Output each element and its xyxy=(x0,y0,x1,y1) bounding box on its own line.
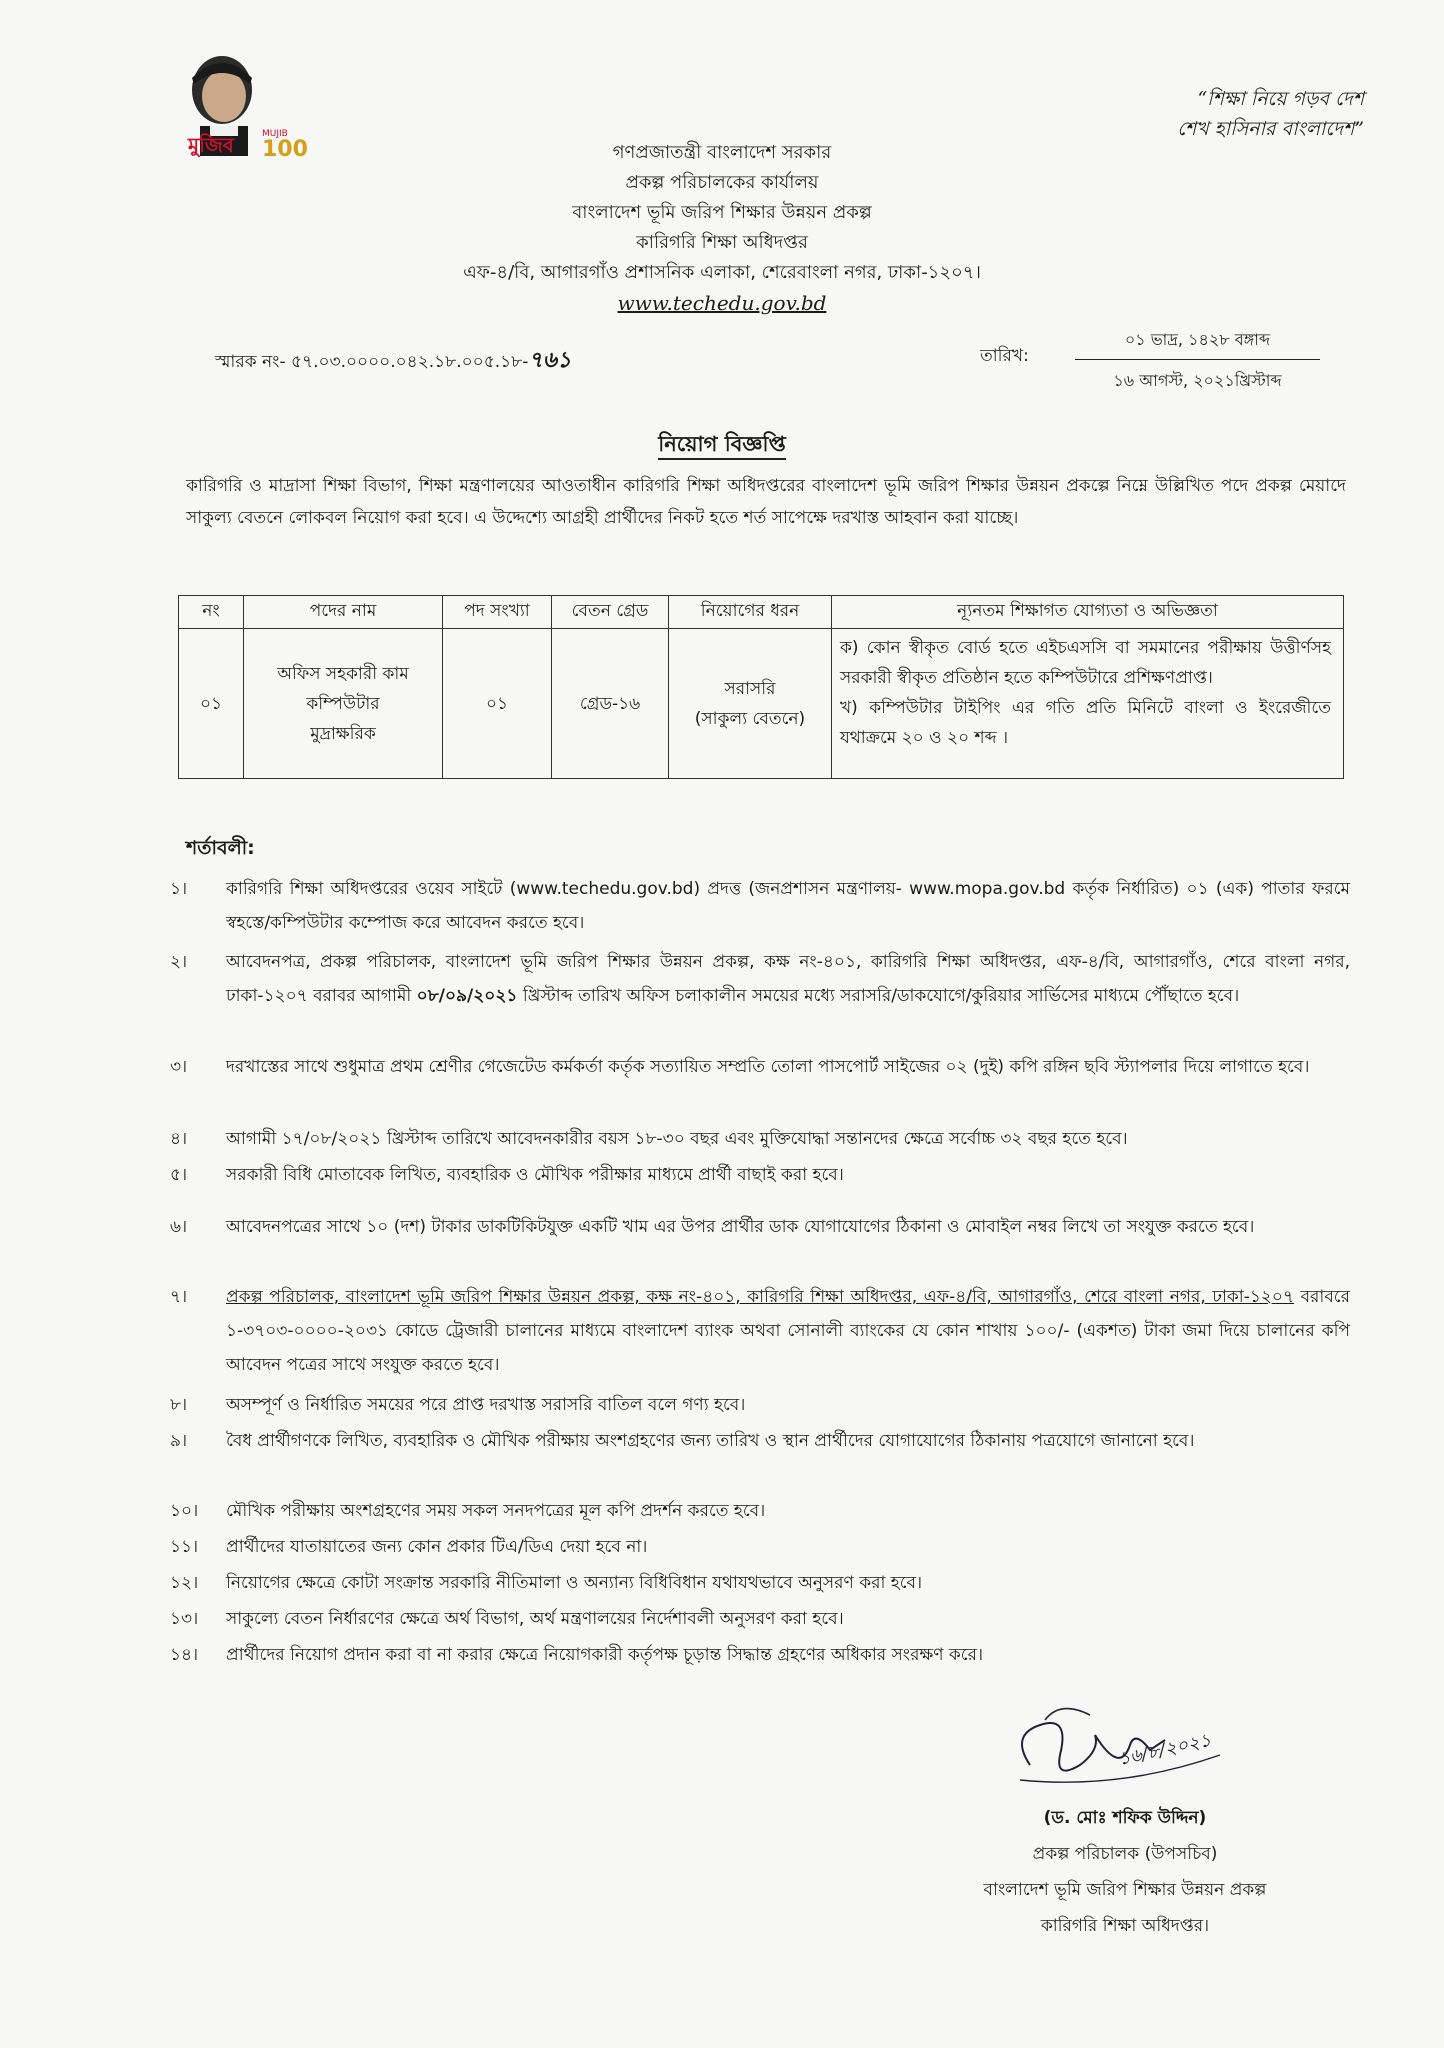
motto-line-2: শেখ হাসিনার বাংলাদেশ” xyxy=(1177,118,1364,140)
memo-number xyxy=(215,343,571,380)
condition-number: ৭। xyxy=(170,1287,188,1307)
condition-text: অসম্পূর্ণ ও নির্ধারিত সময়ের পরে প্রাপ্ত দরখাস্ত সরাসরি বাতিল বলে গণ্য হবে। xyxy=(226,1395,746,1415)
requirement-b: খ) কম্পিউটার টাইপিং এর গতি প্রতি মিনিটে বাংলা ও ইংরেজীতে যথাক্রমে ২০ ও ২০ শব্দ । xyxy=(840,698,1331,748)
notice-title xyxy=(0,428,1444,463)
svg-text:100: 100 xyxy=(262,137,308,162)
post-name-line-3: মুদ্রাক্ষরিক xyxy=(310,723,376,744)
col-requirements: ন্যূনতম শিক্ষাগত যোগ্যতা ও অভিজ্ঞতা xyxy=(832,596,1344,629)
col-post-count: পদ সংখ্যা xyxy=(443,596,552,629)
condition-text: আবেদনপত্রের সাথে ১০ (দশ) টাকার ডাকটিকিটযুক্ত একটি খাম এর উপর প্রার্থীর ডাক যোগাযোগের ঠিকানা ও মোবাইল নম্বর লিখে তা সংযুক্ত করতে হবে। xyxy=(226,1217,1255,1237)
condition-text: প্রার্থীদের যাতায়াতের জন্য কোন প্রকার টিএ/ডিএ দেয়া হবে না। xyxy=(226,1537,648,1557)
condition-item xyxy=(170,1494,1350,1528)
date-bangla: ০১ ভাদ্র, ১৪২৮ বঙ্গাব্দ xyxy=(1075,327,1320,360)
project-name: বাংলাদেশ ভূমি জরিপ শিক্ষার উন্নয়ন প্রকল্প xyxy=(572,202,872,223)
col-appointment-type: নিয়োগের ধরন xyxy=(669,596,832,629)
condition-item xyxy=(170,872,1350,940)
cell-pay-grade: গ্রেড-১৬ xyxy=(552,629,669,779)
type-line-2: (সাকুল্য বেতনে) xyxy=(694,708,806,729)
condition-text xyxy=(226,1280,1350,1382)
condition-item xyxy=(170,1158,1350,1192)
type-line-1: সরাসরি xyxy=(724,678,776,699)
cell-post-count: ০১ xyxy=(443,629,552,779)
condition-number: ১। xyxy=(170,879,188,899)
signatory-block xyxy=(900,1800,1350,1944)
condition-item xyxy=(170,1566,1350,1600)
condition-text: প্রার্থীদের নিয়োগ প্রদান করা বা না করার ক্ষেত্রে নিয়োগকারী কর্তৃপক্ষ চূড়ান্ত সিদ্ধান্ত গ্রহণের অধিকার সংরক্ষণ করে। xyxy=(226,1645,984,1665)
svg-text:মুজিব: মুজিব xyxy=(188,133,234,157)
cell-requirements xyxy=(832,629,1344,779)
condition-number: ২। xyxy=(170,952,188,972)
condition-item xyxy=(170,1530,1350,1564)
directorate-name: কারিগরি শিক্ষা অধিদপ্তর xyxy=(636,232,808,253)
table-row xyxy=(179,629,1344,779)
post-name-line-1: অফিস সহকারী কাম xyxy=(277,663,409,684)
condition-text: সাকুল্যে বেতন নির্ধারণের ক্ষেত্রে অর্থ বিভাগ, অর্থ মন্ত্রণালয়ের নির্দেশাবলী অনুসরণ করা হবে। xyxy=(226,1609,844,1629)
condition-number: ১৩। xyxy=(170,1609,199,1629)
condition-text: মৌখিক পরীক্ষায় অংশগ্রহণের সময় সকল সনদপত্রের মূল কপি প্রদর্শন করতে হবে। xyxy=(226,1501,766,1521)
condition-item xyxy=(170,945,1350,1013)
office-name: প্রকল্প পরিচালকের কার্যালয় xyxy=(625,172,819,193)
svg-text:MUJIB: MUJIB xyxy=(262,129,288,139)
condition-number: ১০। xyxy=(170,1501,199,1521)
condition-item xyxy=(170,1424,1350,1458)
memo-prefix: স্মারক নং- ৫৭.০৩.০০০০.০৪২.১৮.০০৫.১৮- xyxy=(215,352,529,372)
condition-number: ১৪। xyxy=(170,1645,199,1665)
condition-text-underlined: প্রকল্প পরিচালক, বাংলাদেশ ভূমি জরিপ শিক্ষার উন্নয়ন প্রকল্প, কক্ষ নং-৪০১, কারিগরি শিক্ষা অধিদপ্তর, এফ-৪/বি, আগারগাঁও, শেরে বাংলা নগর, ঢাকা-১২০৭ xyxy=(226,1287,1295,1307)
date-block xyxy=(1075,327,1320,395)
signatory-designation: প্রকল্প পরিচালক (উপসচিব) xyxy=(1032,1844,1218,1864)
col-post-name: পদের নাম xyxy=(244,596,443,629)
condition-text: আগামী ১৭/০৮/২০২১ খ্রিস্টাব্দ তারিখে আবেদনকারীর বয়স ১৮-৩০ বছর এবং মুক্তিযোদ্ধা সন্তানদের ক্ষেত্রে সর্বোচ্চ ৩২ বছর হতে হবে। xyxy=(226,1129,1128,1149)
office-address: এফ-৪/বি, আগারগাঁও প্রশাসনিক এলাকা, শেরেবাংলা নগর, ঢাকা-১২০৭। xyxy=(463,262,981,283)
condition-number: ১২। xyxy=(170,1573,199,1593)
condition-item xyxy=(170,1638,1350,1672)
condition-number: ৬। xyxy=(170,1217,188,1237)
govt-name: গণপ্রজাতন্ত্রী বাংলাদেশ সরকার xyxy=(612,142,832,163)
condition-number: ৮। xyxy=(170,1395,188,1415)
condition-text: নিয়োগের ক্ষেত্রে কোটা সংক্রান্ত সরকারি নীতিমালা ও অন্যান্য বিধিবিধান যথাযথভাবে অনুসরণ করা হবে। xyxy=(226,1573,923,1593)
date-label: তারিখ: xyxy=(980,346,1029,366)
conditions-title: শর্তাবলী: xyxy=(186,837,255,859)
office-header xyxy=(0,138,1444,318)
cell-post-name xyxy=(244,629,443,779)
condition-item xyxy=(170,1602,1350,1636)
cell-no: ০১ xyxy=(179,629,244,779)
signatory-office: কারিগরি শিক্ষা অধিদপ্তর। xyxy=(1040,1916,1210,1936)
posts-table xyxy=(178,595,1344,779)
condition-item xyxy=(170,1050,1350,1084)
condition-number: ১১। xyxy=(170,1537,199,1557)
memo-handwritten: ৭৬১ xyxy=(528,347,572,373)
handwritten-signature xyxy=(1000,1695,1230,1805)
condition-number: ৫। xyxy=(170,1165,188,1185)
condition-text-part: খ্রিস্টাব্দ তারিখ অফিস চলাকালীন সময়ের মধ্যে সরাসরি/ডাকযোগে/কুরিয়ার সার্ভিসের মাধ্যমে পৌঁছাতে হবে। xyxy=(517,986,1240,1006)
condition-text-part: আবেদনপত্র, প্রকল্প পরিচালক, বাংলাদেশ ভূমি জরিপ শিক্ষার উন্নয়ন প্রকল্প, কক্ষ নং-৪০১, কারিগরি শিক্ষা অধিদপ্তর, এফ-৪/বি, আগারগাঁও, শেরে বাংলা নগর, ঢাকা-১২০৭ বরাবর আগামী xyxy=(226,952,1350,1006)
date-gregorian: ১৬ আগস্ট, ২০২১খ্রিস্টাব্দ xyxy=(1113,371,1282,390)
condition-text: কারিগরি শিক্ষা অধিদপ্তরের ওয়েব সাইটে (www.techedu.gov.bd) প্রদত্ত (জনপ্রশাসন মন্ত্রণালয়- www.mopa.gov.bd কর্তৃক নির্ধারিত) ০১ (এক) পাতার ফরমে স্বহস্তে/কম্পিউটার কম্পোজ করে আবেদন করতে হবে। xyxy=(226,879,1350,933)
col-pay-grade: বেতন গ্রেড xyxy=(552,596,669,629)
intro-paragraph: কারিগরি ও মাদ্রাসা শিক্ষা বিভাগ, শিক্ষা মন্ত্রণালয়ের আওতাধীন কারিগরি শিক্ষা অধিদপ্তরের বাংলাদেশ ভূমি জরিপ শিক্ষার উন্নয়ন প্রকল্পে নিম্নে উল্লিখিত পদে প্রকল্প মেয়াদে সাকুল্য বেতনে লোকবল নিয়োগ করা হবে। এ উদ্দেশ্যে আগ্রহী প্রার্থীদের নিকট হতে শর্ত সাপেক্ষে দরখাস্ত আহবান করা যাচ্ছে। xyxy=(186,476,1346,528)
condition-item xyxy=(170,1122,1350,1156)
motto-line-1: “শিক্ষা নিয়ে গড়ব দেশ xyxy=(1197,88,1364,110)
signatory-project: বাংলাদেশ ভূমি জরিপ শিক্ষার উন্নয়ন প্রকল্প xyxy=(983,1880,1267,1900)
signature-date: ১৬/৮/২০২১ xyxy=(1116,1729,1213,1770)
condition-text: সরকারী বিধি মোতাবেক লিখিত, ব্যবহারিক ও মৌখিক পরীক্ষার মাধ্যমে প্রার্থী বাছাই করা হবে। xyxy=(226,1165,844,1185)
condition-number: ৯। xyxy=(170,1431,188,1451)
motto xyxy=(1177,84,1364,144)
deadline-date: ০৮/০৯/২০২১ xyxy=(416,986,518,1006)
condition-text-part: বরাবরে ১-৩৭০৩-০০০০-২০৩১ কোডে ট্রেজারী চালানের মাধ্যমে বাংলাদেশ ব্যাংক অথবা সোনালী ব্যাংকের যে কোন শাখায় ১০০/- (একশত) টাকা জমা দিয়ে চালানের কপি আবেদন পত্রের সাথে সংযুক্ত করতে হবে। xyxy=(226,1287,1350,1375)
table-header-row xyxy=(179,596,1344,629)
condition-text xyxy=(226,945,1350,1013)
website-link[interactable]: www.techedu.gov.bd xyxy=(617,291,827,315)
signatory-name: (ড. মোঃ শফিক উদ্দিন) xyxy=(1043,1808,1207,1828)
notice-title-text: নিয়োগ বিজ্ঞপ্তি xyxy=(658,432,786,460)
col-no: নং xyxy=(179,596,244,629)
condition-item xyxy=(170,1280,1350,1382)
condition-number: ৩। xyxy=(170,1057,188,1077)
condition-item xyxy=(170,1388,1350,1422)
post-name-line-2: কম্পিউটার xyxy=(306,693,380,714)
cell-appointment-type xyxy=(669,629,832,779)
condition-number: ৪। xyxy=(170,1129,188,1149)
condition-text: দরখাস্তের সাথে শুধুমাত্র প্রথম শ্রেণীর গেজেটেড কর্মকর্তা কর্তৃক সত্যায়িত সম্প্রতি তোলা পাসপোর্ট সাইজের ০২ (দুই) কপি রঙ্গিন ছবি স্ট্যাপলার দিয়ে লাগাতে হবে। xyxy=(226,1057,1310,1077)
condition-item xyxy=(170,1210,1350,1244)
condition-text: বৈধ প্রার্থীগণকে লিখিত, ব্যবহারিক ও মৌখিক পরীক্ষায় অংশগ্রহণের জন্য তারিখ ও স্থান প্রার্থীদের যোগাযোগের ঠিকানায় পত্রযোগে জানানো হবে। xyxy=(226,1431,1195,1451)
requirement-a: ক) কোন স্বীকৃত বোর্ড হতে এইচএসসি বা সমমানের পরীক্ষায় উত্তীর্ণসহ সরকারী স্বীকৃত প্রতিষ্ঠান হতে কম্পিউটারে প্রশিক্ষণপ্রাপ্ত। xyxy=(840,638,1331,688)
